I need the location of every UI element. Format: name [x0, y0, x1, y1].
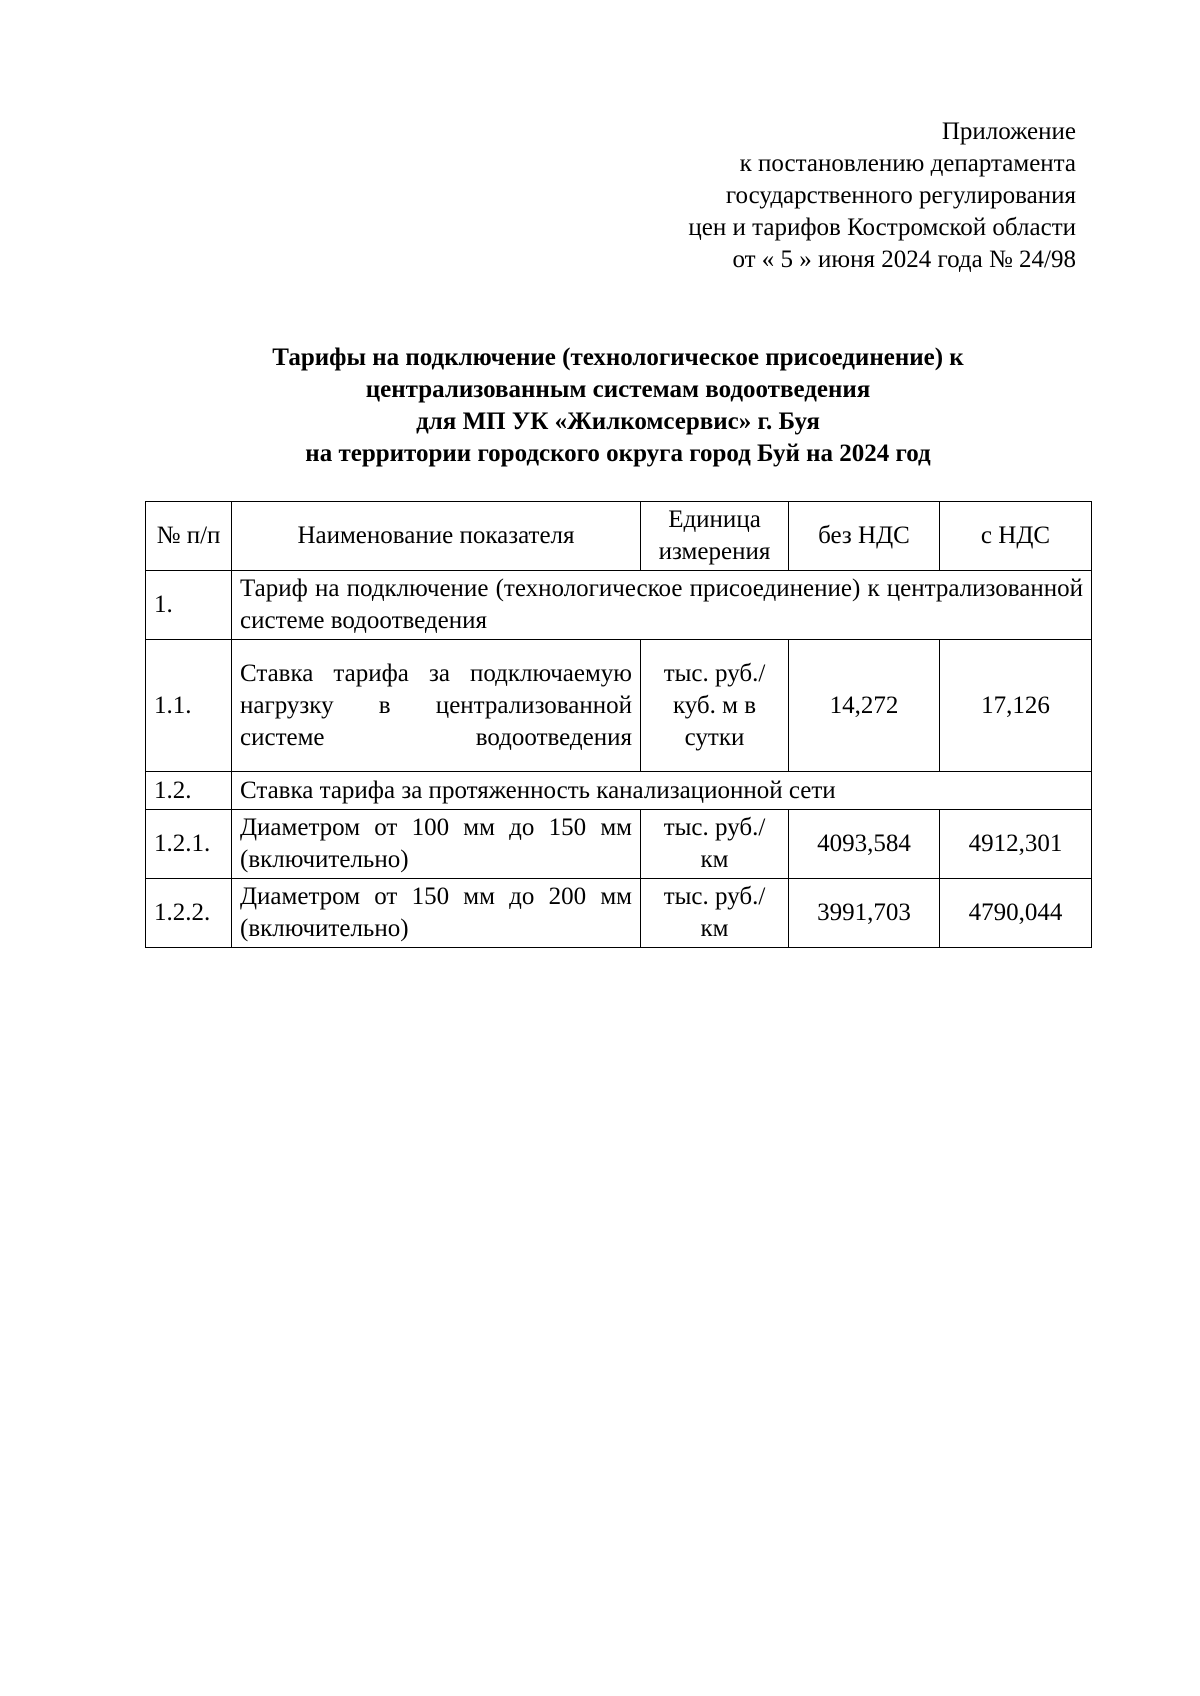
header-with-vat: с НДС [940, 502, 1092, 571]
row-unit: тыс. руб./ км [641, 879, 789, 948]
row-name: Диаметром от 150 мм до 200 мм (включительно) [232, 879, 641, 948]
title-line: централизованным системам водоотведения [365, 376, 871, 403]
row-name: Ставка тарифа за подключаемую нагрузку в централизованной системе водоотведения [232, 640, 641, 772]
table-row [146, 879, 1092, 948]
row-name: Ставка тарифа за протяженность канализационной сети [232, 772, 1092, 810]
row-name: Диаметром от 100 мм до 150 мм (включительно) [232, 810, 641, 879]
row-num: 1.2.1. [146, 810, 232, 879]
header-num: № п/п [146, 502, 232, 571]
table-row [146, 571, 1092, 640]
appendix-line: к постановлению департамента [739, 150, 1076, 177]
appendix-line: цен и тарифов Костромской области [688, 214, 1076, 241]
row-num: 1. [146, 571, 232, 640]
row-with-vat: 4790,044 [940, 879, 1092, 948]
title-line: для МП УК «Жилкомсервис» г. Буя [416, 408, 820, 435]
row-without-vat: 4093,584 [789, 810, 940, 879]
header-unit: Единица измерения [641, 502, 789, 571]
title-line: Тарифы на подключение (технологическое присоединение) к [272, 344, 964, 371]
document-title [145, 342, 1091, 470]
appendix-line: государственного регулирования [725, 182, 1076, 209]
appendix-header [688, 116, 1076, 276]
row-name: Тариф на подключение (технологическое присоединение) к централизованной системе водоотведения [232, 571, 1092, 640]
row-unit: тыс. руб./ куб. м в сутки [641, 640, 789, 772]
row-with-vat: 17,126 [940, 640, 1092, 772]
header-name: Наименование показателя [232, 502, 641, 571]
table-row [146, 772, 1092, 810]
tariff-table [145, 501, 1092, 948]
header-without-vat: без НДС [789, 502, 940, 571]
row-unit: тыс. руб./ км [641, 810, 789, 879]
table-row [146, 810, 1092, 879]
appendix-line: от « 5 » июня 2024 года № 24/98 [732, 246, 1076, 273]
table-row [146, 640, 1092, 772]
title-line: на территории городского округа город Буй на 2024 год [305, 440, 931, 467]
row-num: 1.2. [146, 772, 232, 810]
table-header-row [146, 502, 1092, 571]
row-num: 1.2.2. [146, 879, 232, 948]
row-without-vat: 3991,703 [789, 879, 940, 948]
row-without-vat: 14,272 [789, 640, 940, 772]
appendix-line: Приложение [941, 118, 1076, 145]
row-with-vat: 4912,301 [940, 810, 1092, 879]
row-num: 1.1. [146, 640, 232, 772]
